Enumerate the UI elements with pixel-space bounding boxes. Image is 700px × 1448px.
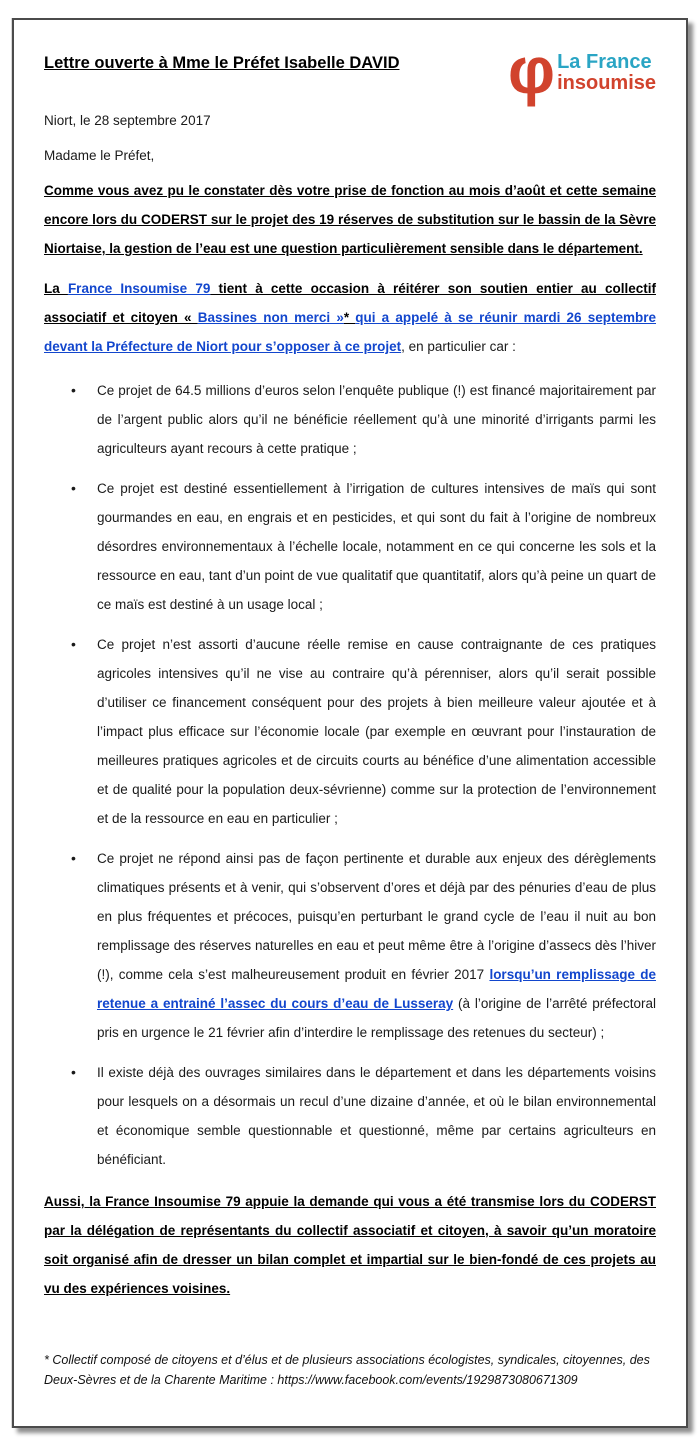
bullet-text: Ce projet est destiné essentiellement à l’irrigation de cultures intensives de maïs qui sont gourmandes en eau, en engrais et en pesticides, et qui sont du fait à l’origine de nombreux désordres environnementaux à l’échelle locale, notamment en ce qui concerne les sols et la ressource en eau, tant d’un point de vue qualitatif que quantitatif, alors qu’à peine un quart de ce maïs est destiné à un usage local ; xyxy=(97,481,656,612)
bullet-item-2 xyxy=(44,474,656,619)
support-paragraph xyxy=(44,274,656,361)
letter-title: Lettre ouverte à Mme le Préfet Isabelle DAVID xyxy=(44,54,400,72)
logo-wordmark xyxy=(557,52,656,94)
support-asterisk: * xyxy=(343,310,356,325)
support-pre-text: La xyxy=(44,281,68,296)
closing-paragraph: Aussi, la France Insoumise 79 appuie la demande qui vous a été transmise lors du CODERST par la délégation de représentants du collectif associatif et citoyen, à savoir qu’un moratoire soit organisé afin de dresser un bilan complet et impartial sur le bien-fondé de ces projets au vu des expériences voisines. xyxy=(44,1194,656,1296)
link-france-insoumise-79[interactable]: France Insoumise 79 xyxy=(67,281,211,296)
intro-paragraph: Comme vous avez pu le constater dès votre prise de fonction au mois d’août et cette semaine encore lors du CODERST sur le projet des 19 réserves de substitution sur le bassin de la Sèvre Niortaise, la gestion de l’eau est une question particulièrement sensible dans le département. xyxy=(44,183,656,256)
footnote: * Collectif composé de citoyens et d’élus et de plusieurs associations écologistes, syndicales, citoyennes, des Deux-Sèvres et de la Charente Maritime : https://www.facebook.com/events/1929873080671309 xyxy=(44,1353,650,1387)
link-lusseray-assec[interactable]: lorsqu’un remplissage de retenue a entrainé l’assec du cours d’eau de Lusseray xyxy=(97,967,656,1011)
bullet-item-4 xyxy=(44,844,656,1047)
letter-content xyxy=(14,20,686,1426)
date-line: Niort, le 28 septembre 2017 xyxy=(44,113,211,128)
bullet-text: Il existe déjà des ouvrages similaires dans le département et dans les départements voisins pour lesquels on a désormais un recul d’une dizaine d’année, et où le bilan environnemental et économique semble questionnable et questionné, même par certains agriculteurs en bénéficiant. xyxy=(97,1065,656,1167)
letter-page xyxy=(12,18,688,1428)
link-bassines-non-merci[interactable]: Bassines non merci » xyxy=(197,310,344,325)
reasons-list xyxy=(44,376,656,1185)
link-rassemblement-26-septembre[interactable]: qui a appelé à se réunir mardi 26 septembre devant la Préfecture de Niort pour s’opposer à ce projet xyxy=(44,310,656,354)
france-insoumise-logo xyxy=(507,33,656,107)
phi-logo-icon: φ xyxy=(507,33,554,107)
support-mid-text: tient à cette occasion à réitérer son soutien entier au collectif associatif et citoyen « xyxy=(44,281,656,325)
bullet-item-5 xyxy=(44,1058,656,1174)
bullet-item-1 xyxy=(44,376,656,463)
bullet-text: Ce projet n’est assorti d’aucune réelle remise en cause contraignante de ces pratiques agricoles intensives qu’il ne vise au contraire qu’à pérenniser, alors qu’il serait possible d’utiliser ce financement conséquent pour des projets à bien meilleure valeur ajoutée et à l’impact plus efficace sur l’économie locale (par exemple en œuvrant pour l’instauration de meilleures pratiques agricoles et de circuits courts au bénéfice d’une alimentation accessible et de qualité pour la population deux-sévrienne) comme sur la protection de l’environnement et de la ressource en eau en particulier ; xyxy=(97,637,656,826)
salutation: Madame le Préfet, xyxy=(44,148,155,163)
bullet-text: Ce projet ne répond ainsi pas de façon pertinente et durable aux enjeux des dérèglements climatiques présents et à venir, qui s’observent d’ores et déjà par des pénuries d’eau de plus en plus fréquentes et précoces, puisqu’en perturbant le grand cycle de l’eau il nuit au bon remplissage des réserves naturelles en eau et peut même être à l’origine d’assecs dès l’hiver (!), comme cela s’est malheureusement produit en février 2017 xyxy=(97,851,656,982)
bullet-text: Ce projet de 64.5 millions d’euros selon l’enquête publique (!) est financé majoritairement par de l’argent public alors qu’il ne bénéficie réellement qu’à une minorité d’irrigants parmi les agriculteurs ayant recours à cette pratique ; xyxy=(97,383,656,456)
bullet-text: (à l’origine de l’arrêté préfectoral pris en urgence le 21 février afin d’interdire le remplissage des retenues du secteur) ; xyxy=(97,996,656,1040)
letter-header xyxy=(44,33,656,107)
logo-text-insoumise: insoumise xyxy=(557,72,656,94)
support-tail-text: , en particulier car : xyxy=(401,339,516,354)
logo-text-la-france: La France xyxy=(557,51,652,73)
bullet-item-3 xyxy=(44,630,656,833)
